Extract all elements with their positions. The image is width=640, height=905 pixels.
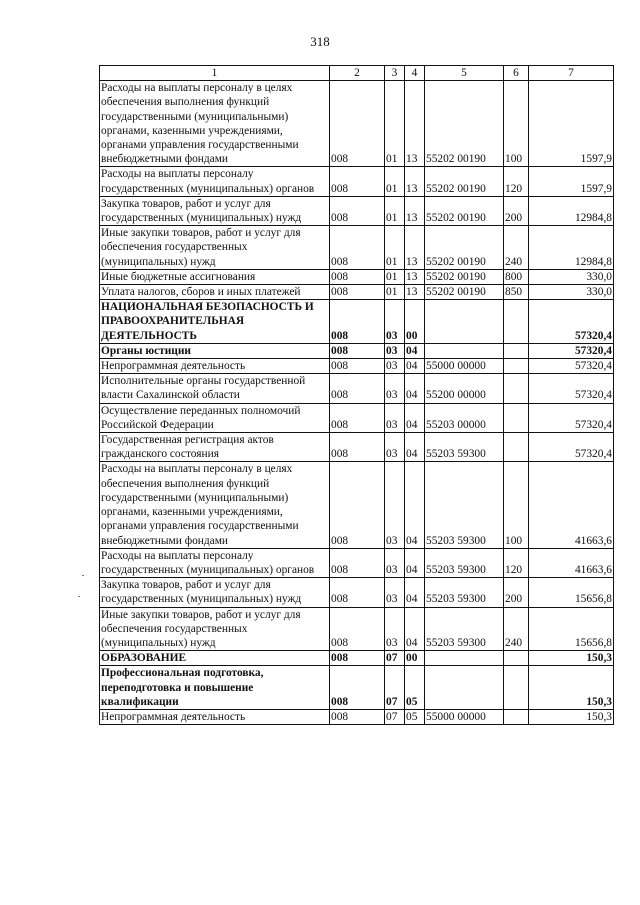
chapter-code-cell: 07 — [385, 709, 405, 724]
header-cell: 2 — [330, 66, 385, 81]
expense-type-cell: 800 — [504, 269, 529, 284]
subsection-code-cell: 04 — [405, 433, 425, 462]
chapter-code-cell: 03 — [385, 607, 405, 651]
target-article-cell: 55202 00190 — [425, 81, 504, 167]
table-row — [100, 359, 614, 374]
chapter-code-cell: 01 — [385, 167, 405, 196]
header-cell: 7 — [529, 66, 614, 81]
amount-cell: 57320,4 — [529, 343, 614, 358]
chapter-code-cell: 01 — [385, 81, 405, 167]
expense-type-cell: 120 — [504, 548, 529, 577]
section-code-cell: 008 — [330, 300, 385, 344]
row-name-cell: Непрограммная деятельность — [100, 359, 330, 374]
amount-cell: 12984,8 — [529, 226, 614, 270]
chapter-code-cell: 01 — [385, 226, 405, 270]
row-name-cell: Расходы на выплаты персоналу в целях обеспечения выполнения функций государственными (муниципальными) органами, казенными учреждениями, органами управления государственными внебюджетными фондами — [100, 81, 330, 167]
row-name-cell: Органы юстиции — [100, 343, 330, 358]
section-code-cell: 008 — [330, 196, 385, 225]
section-code-cell: 008 — [330, 651, 385, 666]
expense-type-cell: 240 — [504, 226, 529, 270]
section-code-cell: 008 — [330, 167, 385, 196]
table-row — [100, 709, 614, 724]
amount-cell: 41663,6 — [529, 462, 614, 548]
subsection-code-cell: 13 — [405, 285, 425, 300]
expense-type-cell: 100 — [504, 462, 529, 548]
target-article-cell: 55203 59300 — [425, 607, 504, 651]
expense-type-cell — [504, 359, 529, 374]
amount-cell: 57320,4 — [529, 300, 614, 344]
table-row — [100, 374, 614, 403]
amount-cell: 330,0 — [529, 285, 614, 300]
chapter-code-cell: 03 — [385, 433, 405, 462]
section-code-cell: 008 — [330, 403, 385, 432]
amount-cell: 57320,4 — [529, 403, 614, 432]
amount-cell: 57320,4 — [529, 374, 614, 403]
table-row — [100, 403, 614, 432]
amount-cell: 150,3 — [529, 651, 614, 666]
amount-cell: 57320,4 — [529, 433, 614, 462]
table-row — [100, 666, 614, 710]
header-cell: 4 — [405, 66, 425, 81]
section-code-cell: 008 — [330, 285, 385, 300]
amount-cell: 15656,8 — [529, 607, 614, 651]
target-article-cell: 55203 59300 — [425, 578, 504, 607]
subsection-code-cell: 13 — [405, 269, 425, 284]
expense-type-cell: 200 — [504, 578, 529, 607]
subsection-code-cell: 00 — [405, 651, 425, 666]
amount-cell: 1597,9 — [529, 81, 614, 167]
chapter-code-cell: 03 — [385, 578, 405, 607]
target-article-cell — [425, 651, 504, 666]
subsection-code-cell: 04 — [405, 403, 425, 432]
target-article-cell — [425, 666, 504, 710]
amount-cell: 12984,8 — [529, 196, 614, 225]
table-row — [100, 285, 614, 300]
subsection-code-cell: 13 — [405, 167, 425, 196]
subsection-code-cell: 04 — [405, 548, 425, 577]
chapter-code-cell: 03 — [385, 343, 405, 358]
table-row — [100, 607, 614, 651]
chapter-code-cell: 03 — [385, 403, 405, 432]
header-cell: 1 — [100, 66, 330, 81]
subsection-code-cell: 04 — [405, 607, 425, 651]
target-article-cell: 55203 59300 — [425, 433, 504, 462]
subsection-code-cell: 04 — [405, 462, 425, 548]
subsection-code-cell: 04 — [405, 343, 425, 358]
subsection-code-cell: 04 — [405, 578, 425, 607]
target-article-cell: 55203 59300 — [425, 462, 504, 548]
target-article-cell: 55202 00190 — [425, 196, 504, 225]
expense-type-cell — [504, 666, 529, 710]
expense-type-cell: 200 — [504, 196, 529, 225]
target-article-cell: 55202 00190 — [425, 226, 504, 270]
chapter-code-cell: 01 — [385, 269, 405, 284]
row-name-cell: Непрограммная деятельность — [100, 709, 330, 724]
chapter-code-cell: 01 — [385, 285, 405, 300]
section-code-cell: 008 — [330, 578, 385, 607]
amount-cell: 41663,6 — [529, 548, 614, 577]
section-code-cell: 008 — [330, 226, 385, 270]
row-name-cell: Расходы на выплаты персоналу в целях обеспечения выполнения функций государственными (муниципальными) органами, казенными учреждениями, органами управления государственными внебюджетными фондами — [100, 462, 330, 548]
table-row — [100, 548, 614, 577]
scan-mark — [78, 596, 80, 597]
subsection-code-cell: 13 — [405, 196, 425, 225]
chapter-code-cell: 07 — [385, 651, 405, 666]
chapter-code-cell: 07 — [385, 666, 405, 710]
header-row — [100, 66, 614, 81]
chapter-code-cell: 03 — [385, 359, 405, 374]
page-number: 318 — [310, 34, 330, 49]
table-row — [100, 167, 614, 196]
subsection-code-cell: 04 — [405, 359, 425, 374]
target-article-cell: 55000 00000 — [425, 359, 504, 374]
section-code-cell: 008 — [330, 374, 385, 403]
expense-type-cell: 100 — [504, 81, 529, 167]
table-row — [100, 651, 614, 666]
row-name-cell: Иные закупки товаров, работ и услуг для обеспечения государственных (муниципальных) нужд — [100, 226, 330, 270]
table-row — [100, 81, 614, 167]
row-name-cell: Иные закупки товаров, работ и услуг для обеспечения государственных (муниципальных) нужд — [100, 607, 330, 651]
table-row — [100, 433, 614, 462]
chapter-code-cell: 03 — [385, 374, 405, 403]
expense-type-cell: 240 — [504, 607, 529, 651]
section-code-cell: 008 — [330, 359, 385, 374]
expense-type-cell: 850 — [504, 285, 529, 300]
amount-cell: 330,0 — [529, 269, 614, 284]
amount-cell: 1597,9 — [529, 167, 614, 196]
table-row — [100, 226, 614, 270]
subsection-code-cell: 00 — [405, 300, 425, 344]
section-code-cell: 008 — [330, 548, 385, 577]
subsection-code-cell: 13 — [405, 81, 425, 167]
row-name-cell: Профессиональная подготовка, переподготовка и повышение квалификации — [100, 666, 330, 710]
row-name-cell: Расходы на выплаты персоналу государственных (муниципальных) органов — [100, 167, 330, 196]
expense-type-cell — [504, 651, 529, 666]
chapter-code-cell: 03 — [385, 548, 405, 577]
header-cell: 5 — [425, 66, 504, 81]
row-name-cell: НАЦИОНАЛЬНАЯ БЕЗОПАСНОСТЬ И ПРАВООХРАНИТЕЛЬНАЯ ДЕЯТЕЛЬНОСТЬ — [100, 300, 330, 344]
amount-cell: 15656,8 — [529, 578, 614, 607]
expense-type-cell — [504, 709, 529, 724]
row-name-cell: Государственная регистрация актов гражданского состояния — [100, 433, 330, 462]
header-cell: 6 — [504, 66, 529, 81]
expense-type-cell: 120 — [504, 167, 529, 196]
subsection-code-cell: 13 — [405, 226, 425, 270]
target-article-cell: 55202 00190 — [425, 285, 504, 300]
row-name-cell: Закупка товаров, работ и услуг для государственных (муниципальных) нужд — [100, 196, 330, 225]
section-code-cell: 008 — [330, 433, 385, 462]
expense-type-cell — [504, 300, 529, 344]
subsection-code-cell: 05 — [405, 666, 425, 710]
section-code-cell: 008 — [330, 709, 385, 724]
table-row — [100, 462, 614, 548]
section-code-cell: 008 — [330, 343, 385, 358]
expense-type-cell — [504, 343, 529, 358]
expense-type-cell — [504, 403, 529, 432]
target-article-cell — [425, 343, 504, 358]
target-article-cell: 55202 00190 — [425, 269, 504, 284]
subsection-code-cell: 05 — [405, 709, 425, 724]
table-row — [100, 269, 614, 284]
row-name-cell: Расходы на выплаты персоналу государственных (муниципальных) органов — [100, 548, 330, 577]
table-row — [100, 196, 614, 225]
amount-cell: 150,3 — [529, 709, 614, 724]
section-code-cell: 008 — [330, 666, 385, 710]
table-body — [100, 81, 614, 725]
target-article-cell: 55203 59300 — [425, 548, 504, 577]
chapter-code-cell: 01 — [385, 196, 405, 225]
target-article-cell: 55000 00000 — [425, 709, 504, 724]
amount-cell: 57320,4 — [529, 359, 614, 374]
expense-type-cell — [504, 374, 529, 403]
target-article-cell: 55203 00000 — [425, 403, 504, 432]
amount-cell: 150,3 — [529, 666, 614, 710]
row-name-cell: Осуществление переданных полномочий Российской Федерации — [100, 403, 330, 432]
row-name-cell: ОБРАЗОВАНИЕ — [100, 651, 330, 666]
expense-type-cell — [504, 433, 529, 462]
row-name-cell: Уплата налогов, сборов и иных платежей — [100, 285, 330, 300]
budget-table — [99, 65, 614, 725]
row-name-cell: Иные бюджетные ассигнования — [100, 269, 330, 284]
table-row — [100, 578, 614, 607]
section-code-cell: 008 — [330, 269, 385, 284]
target-article-cell — [425, 300, 504, 344]
section-code-cell: 008 — [330, 607, 385, 651]
chapter-code-cell: 03 — [385, 300, 405, 344]
chapter-code-cell: 03 — [385, 462, 405, 548]
row-name-cell: Исполнительные органы государственной власти Сахалинской области — [100, 374, 330, 403]
subsection-code-cell: 04 — [405, 374, 425, 403]
section-code-cell: 008 — [330, 81, 385, 167]
target-article-cell: 55202 00190 — [425, 167, 504, 196]
row-name-cell: Закупка товаров, работ и услуг для государственных (муниципальных) нужд — [100, 578, 330, 607]
section-code-cell: 008 — [330, 462, 385, 548]
table-row — [100, 343, 614, 358]
target-article-cell: 55200 00000 — [425, 374, 504, 403]
scan-mark — [82, 575, 84, 576]
table-row — [100, 300, 614, 344]
header-cell: 3 — [385, 66, 405, 81]
